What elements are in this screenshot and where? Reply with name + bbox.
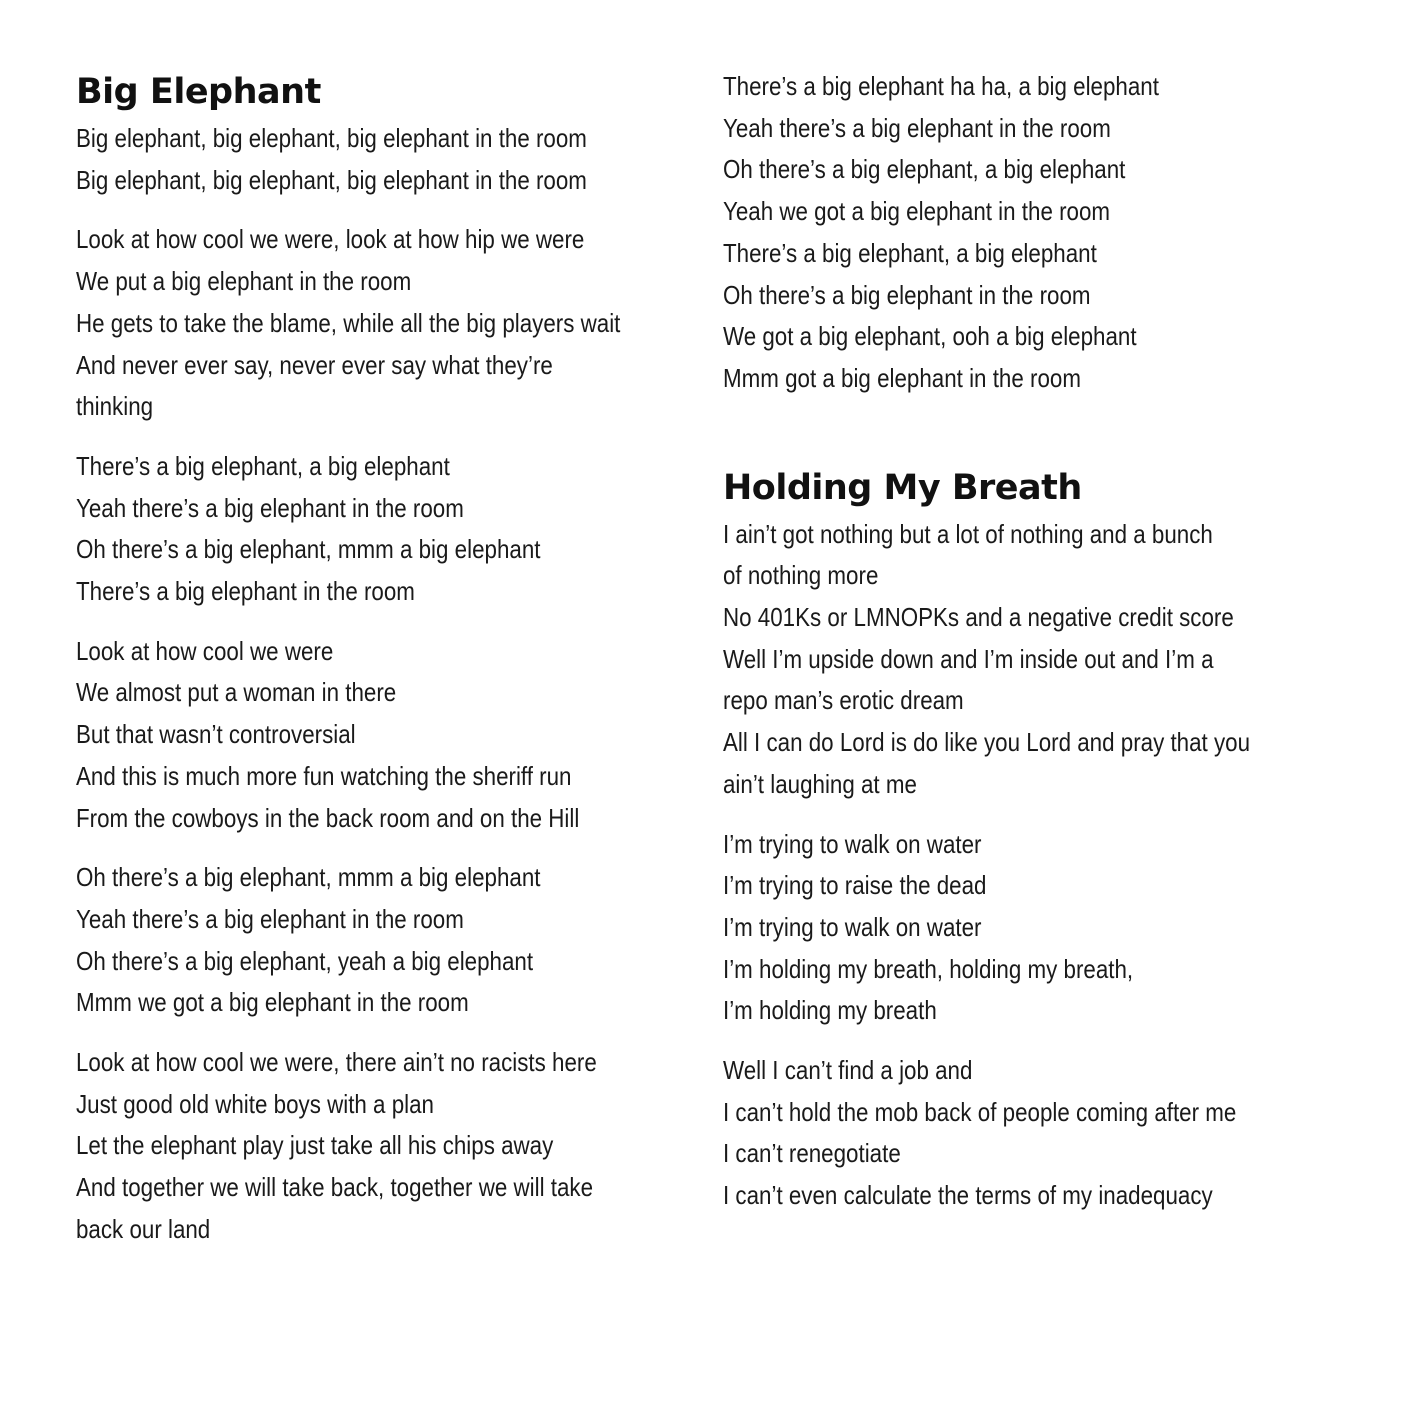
lyric-line: And never ever say, never ever say what they’re xyxy=(76,349,553,380)
lyric-line: Big elephant, big elephant, big elephant in the room xyxy=(76,123,587,153)
lyric-line: No 401Ks or LMNOPKs and a negative credit score xyxy=(723,602,1234,633)
lyric-line: From the cowboys in the back room and on the Hill xyxy=(76,802,580,833)
lyric-line: I’m trying to walk on water xyxy=(723,911,982,942)
lyric-line: All I can do Lord is do like you Lord and pray that you xyxy=(723,727,1251,758)
song-title: Holding My Breath xyxy=(723,467,1082,508)
lyric-line: Look at how cool we were, there ain’t no racists here xyxy=(76,1047,597,1078)
lyric-line: Well I’m upside down and I’m inside out and I’m a xyxy=(723,643,1214,674)
lyric-line: thinking xyxy=(76,391,154,422)
lyric-line: repo man’s erotic dream xyxy=(723,685,964,716)
stanza xyxy=(76,219,716,428)
lyric-line: of nothing more xyxy=(723,560,879,591)
lyric-line: I’m trying to raise the dead xyxy=(723,870,987,901)
lyric-line: Look at how cool we were, look at how hip we were xyxy=(76,224,585,255)
lyric-line: We almost put a woman in there xyxy=(76,677,397,708)
lyric-line: I’m holding my breath, holding my breath, xyxy=(723,953,1134,984)
lyric-line: There’s a big elephant, a big elephant xyxy=(76,450,450,481)
lyric-line: Oh there’s a big elephant, yeah a big elephant xyxy=(76,945,534,976)
lyric-line: Oh there’s a big elephant, mmm a big elephant xyxy=(76,534,541,565)
lyric-line: I can’t hold the mob back of people coming after me xyxy=(723,1096,1237,1127)
stanza xyxy=(723,66,1383,400)
stanza xyxy=(76,631,716,840)
lyric-line: But that wasn’t controversial xyxy=(76,719,356,750)
stanza xyxy=(723,824,1383,1033)
lyric-line: There’s a big elephant in the room xyxy=(76,576,415,607)
lyric-line: I ain’t got nothing but a lot of nothing and a bunch xyxy=(723,518,1213,549)
lyric-line: Mmm got a big elephant in the room xyxy=(723,362,1081,393)
lyric-line: ain’t laughing at me xyxy=(723,768,917,799)
lyric-line: And this is much more fun watching the sheriff run xyxy=(76,760,572,791)
right-column xyxy=(723,66,1383,1235)
stanza xyxy=(723,514,1383,806)
lyric-line: I can’t renegotiate xyxy=(723,1138,901,1169)
lyric-line: We got a big elephant, ooh a big elephant xyxy=(723,321,1137,352)
stanza xyxy=(76,446,716,613)
lyric-line: I’m trying to walk on water xyxy=(723,828,982,859)
lyric-line: And together we will take back, together we will take xyxy=(76,1172,594,1203)
lyric-line: Oh there’s a big elephant in the room xyxy=(723,279,1091,310)
stanza xyxy=(76,1042,716,1251)
lyric-line: Well I can’t find a job and xyxy=(723,1055,973,1086)
song-separator xyxy=(723,418,1383,462)
lyric-line: Mmm we got a big elephant in the room xyxy=(76,987,469,1018)
stanza xyxy=(723,1050,1383,1217)
lyric-line: Oh there’s a big elephant, a big elephant xyxy=(723,154,1126,185)
song-title: Big Elephant xyxy=(76,72,321,112)
left-column xyxy=(76,66,716,1269)
lyric-line: Yeah there’s a big elephant in the room xyxy=(76,903,464,934)
lyric-line: I’m holding my breath xyxy=(723,995,937,1026)
lyric-line: There’s a big elephant, a big elephant xyxy=(723,237,1097,268)
stanza xyxy=(76,857,716,1024)
lyric-line: Oh there’s a big elephant, mmm a big elephant xyxy=(76,862,541,893)
lyric-line: He gets to take the blame, while all the big players wait xyxy=(76,307,621,338)
lyric-line: Let the elephant play just take all his chips away xyxy=(76,1130,554,1161)
lyric-line: Yeah we got a big elephant in the room xyxy=(723,196,1111,227)
stanza xyxy=(76,118,716,201)
lyric-line: We put a big elephant in the room xyxy=(76,266,412,297)
lyric-line: Yeah there’s a big elephant in the room xyxy=(76,492,464,523)
lyric-line: Just good old white boys with a plan xyxy=(76,1088,434,1119)
lyric-line: Yeah there’s a big elephant in the room xyxy=(723,112,1111,143)
lyric-line: I can’t even calculate the terms of my inadequacy xyxy=(723,1180,1213,1211)
lyric-line: There’s a big elephant ha ha, a big elephant xyxy=(723,71,1159,101)
lyric-line: Big elephant, big elephant, big elephant in the room xyxy=(76,164,587,195)
lyric-line: Look at how cool we were xyxy=(76,635,334,666)
lyric-line: back our land xyxy=(76,1213,211,1244)
